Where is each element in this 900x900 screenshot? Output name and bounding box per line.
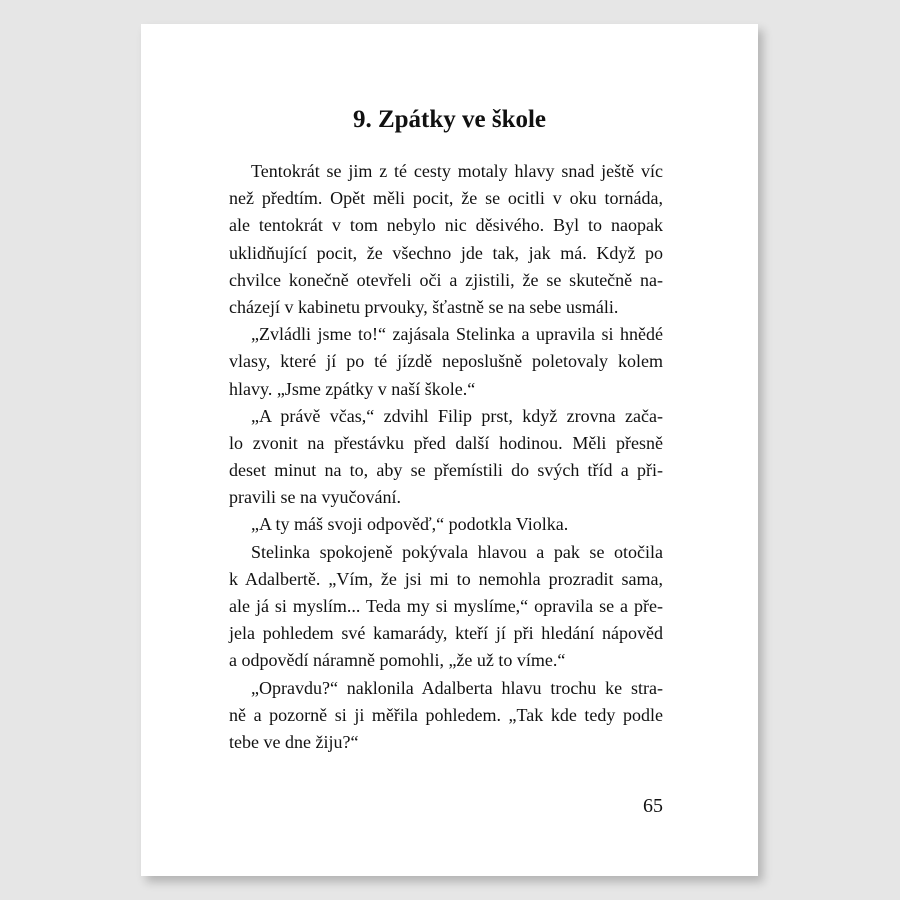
text-line: „Zvládli jsme to!“ zajásala Stelinka a upravila si hnědé [251, 324, 663, 345]
text-line: než předtím. Opět měli pocit, že se ocitli v oku tornáda, [229, 188, 663, 209]
text-line: a odpovědí náramně pomohli, „že už to víme.“ [229, 650, 566, 671]
text-line: jela pohledem své kamarády, kteří jí při hledání nápověd [229, 623, 663, 644]
paragraph-6 [229, 675, 663, 757]
text-line: ale já si myslím... Teda my si myslíme,“ opravila se a pře- [229, 596, 663, 616]
text-line: „Opravdu?“ naklonila Adalberta hlavu trochu ke stra- [251, 677, 663, 698]
text-line: lo zvonit na přestávku před další hodinou. Měli přesně [229, 432, 663, 453]
paragraph-4 [229, 511, 663, 538]
text-line: cházejí v kabinetu prvouky, šťastně se na sebe usmáli. [229, 296, 619, 317]
book-page [141, 24, 758, 876]
text-line: „A právě včas,“ zdvihl Filip prst, když zrovna zača- [251, 405, 663, 426]
chapter-body [229, 158, 663, 756]
text-line: chvilce konečně otevřeli oči a zjistili, že se skutečně na- [229, 269, 663, 290]
text-line: tebe ve dne žiju?“ [229, 731, 359, 752]
text-line: vlasy, které jí po té jízdě neposlušně poletovaly kolem [229, 351, 663, 372]
text-line: Tentokrát se jim z té cesty motaly hlavy snad ještě víc [251, 161, 663, 181]
text-line: k Adalbertě. „Vím, že jsi mi to nemohla prozradit sama, [229, 568, 663, 589]
text-line: hlavy. „Jsme zpátky v naší škole.“ [229, 378, 476, 399]
text-line: pravili se na vyučování. [229, 487, 401, 508]
chapter-title: 9. Zpátky ve škole [352, 106, 547, 133]
text-line: uklidňující pocit, že všechno jde tak, jak má. Když po [229, 242, 663, 263]
text-line: ně a pozorně si ji měřila pohledem. „Tak kde tedy podle [229, 704, 663, 725]
text-line: Stelinka spokojeně pokývala hlavou a pak se otočila [251, 541, 663, 562]
paragraph-1 [229, 158, 663, 321]
paragraph-2 [229, 321, 663, 403]
text-line: „A ty máš svoji odpověď,“ podotkla Violka. [251, 514, 569, 535]
text-line: ale tentokrát v tom nebylo nic děsivého. Byl to naopak [229, 215, 663, 236]
paragraph-5 [229, 539, 663, 675]
text-line: deset minut na to, aby se přemístili do svých tříd a při- [229, 460, 663, 481]
page-number: 65 [643, 795, 663, 817]
paragraph-3 [229, 403, 663, 512]
